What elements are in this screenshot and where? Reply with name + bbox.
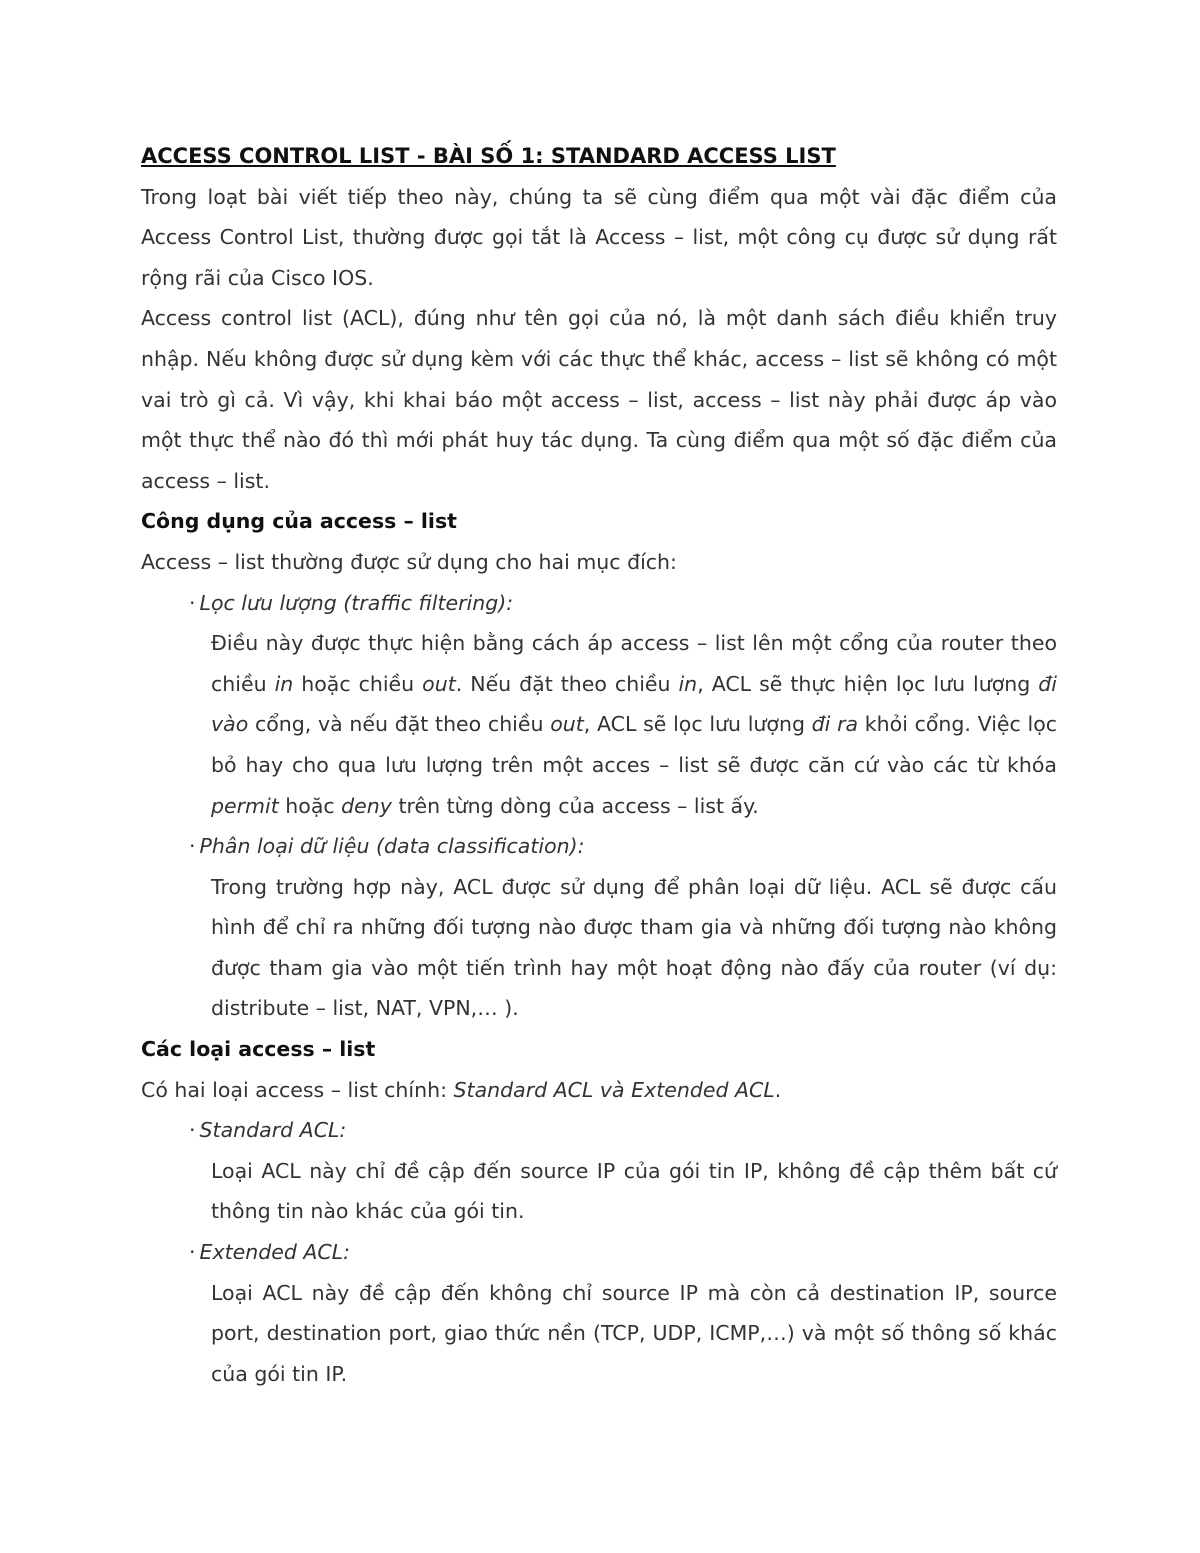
emphasis-acl-types: Standard ACL và Extended ACL	[453, 1077, 775, 1102]
bullet-label: Extended ACL:	[199, 1240, 351, 1265]
bullet-label: Standard ACL:	[199, 1118, 347, 1143]
section-uses-lead: Access – list thường được sử dụng cho hai mục đích:	[141, 549, 677, 574]
emphasis-out: out	[550, 712, 584, 737]
intro-paragraph-2: Access control list (ACL), đúng như tên gọi của nó, là một danh sách điều khiển truy nhập. Nếu không được sử dụng kèm với các thực thể khác, access – list sẽ không có một vai trò gì cả. Vì vậy, khi khai báo một access – list, access – list này phải được áp vào một thực thể nào đó thì mới phát huy tác dụng. Ta cùng điểm qua một số đặc điểm của access – list.	[141, 306, 1057, 493]
text-run: . Nếu đặt theo chiều	[455, 671, 679, 696]
section-types-lead	[141, 1070, 1057, 1111]
standard-acl-description: Loại ACL này chỉ đề cập đến source IP của gói tin IP, không đề cập thêm bất cứ thông tin nào khác của gói tin.	[211, 1158, 1057, 1224]
text-run: trên từng dòng của access – list ấy.	[391, 793, 759, 818]
text-run: hoặc	[278, 793, 342, 818]
text-run: hoặc chiều	[293, 671, 423, 696]
text-run: , ACL sẽ lọc lưu lượng	[583, 712, 812, 737]
bullet-mark: ·	[189, 834, 196, 859]
text-run: Điều này được thực hiện bằng cách áp access – list lên một cổng của router theo chiều	[211, 631, 1057, 696]
text-run: , ACL sẽ thực hiện lọc lưu lượng	[697, 671, 1039, 696]
text-run: cổng, và nếu đặt theo chiều	[248, 712, 551, 737]
document-body	[141, 136, 1057, 1394]
bullet-mark: ·	[189, 1240, 196, 1265]
section-heading-types: Các loại access – list	[141, 1037, 376, 1062]
text-run: Có hai loại access – list chính:	[141, 1077, 454, 1102]
emphasis-in: in	[274, 671, 294, 696]
intro-paragraph-1: Trong loạt bài viết tiếp theo này, chúng ta sẽ cùng điểm qua một vài đặc điểm của Access Control List, thường được gọi tắt là Access – list, một công cụ được sử dụng rất rộng rãi của Cisco IOS.	[141, 184, 1057, 290]
emphasis-permit: permit	[211, 793, 279, 818]
bullet-mark: ·	[189, 1118, 196, 1143]
emphasis-out: out	[422, 671, 456, 696]
document-title: ACCESS CONTROL LIST - BÀI SỐ 1: STANDARD ACCESS LIST	[141, 144, 836, 168]
section-heading-uses: Công dụng của access – list	[141, 509, 457, 534]
bullet-item-data-classification	[141, 826, 1057, 867]
extended-acl-description: Loại ACL này đề cập đến không chỉ source IP mà còn cả destination IP, source port, destination port, giao thức nền (TCP, UDP, ICMP,…) và một số thông số khác của gói tin IP.	[211, 1280, 1057, 1386]
emphasis-in: in	[678, 671, 698, 696]
bullet-item-standard-acl	[141, 1110, 1057, 1151]
data-classification-description: Trong trường hợp này, ACL được sử dụng để phân loại dữ liệu. ACL sẽ được cấu hình để chỉ ra những đối tượng nào được tham gia và những đối tượng nào không được tham gia vào một tiến trình hay một hoạt động nào đấy của router (ví dụ: distribute – list, NAT, VPN,… ).	[211, 874, 1057, 1021]
traffic-filtering-description	[141, 623, 1057, 826]
bullet-label: Phân loại dữ liệu (data classification):	[199, 834, 585, 859]
emphasis-di-vao: đi vào	[211, 671, 1058, 737]
text-run: khỏi cổng. Việc lọc bỏ hay cho qua lưu lượng trên một acces – list sẽ được căn cứ vào các từ khóa	[211, 712, 1058, 777]
bullet-mark: ·	[189, 590, 196, 615]
bullet-item-extended-acl	[141, 1232, 1057, 1273]
emphasis-di-ra: đi ra	[811, 712, 859, 737]
bullet-item-traffic-filtering	[141, 583, 1057, 624]
text-run: .	[774, 1077, 782, 1102]
bullet-label: Lọc lưu lượng (traffic filtering):	[199, 590, 514, 615]
emphasis-deny: deny	[341, 793, 392, 818]
